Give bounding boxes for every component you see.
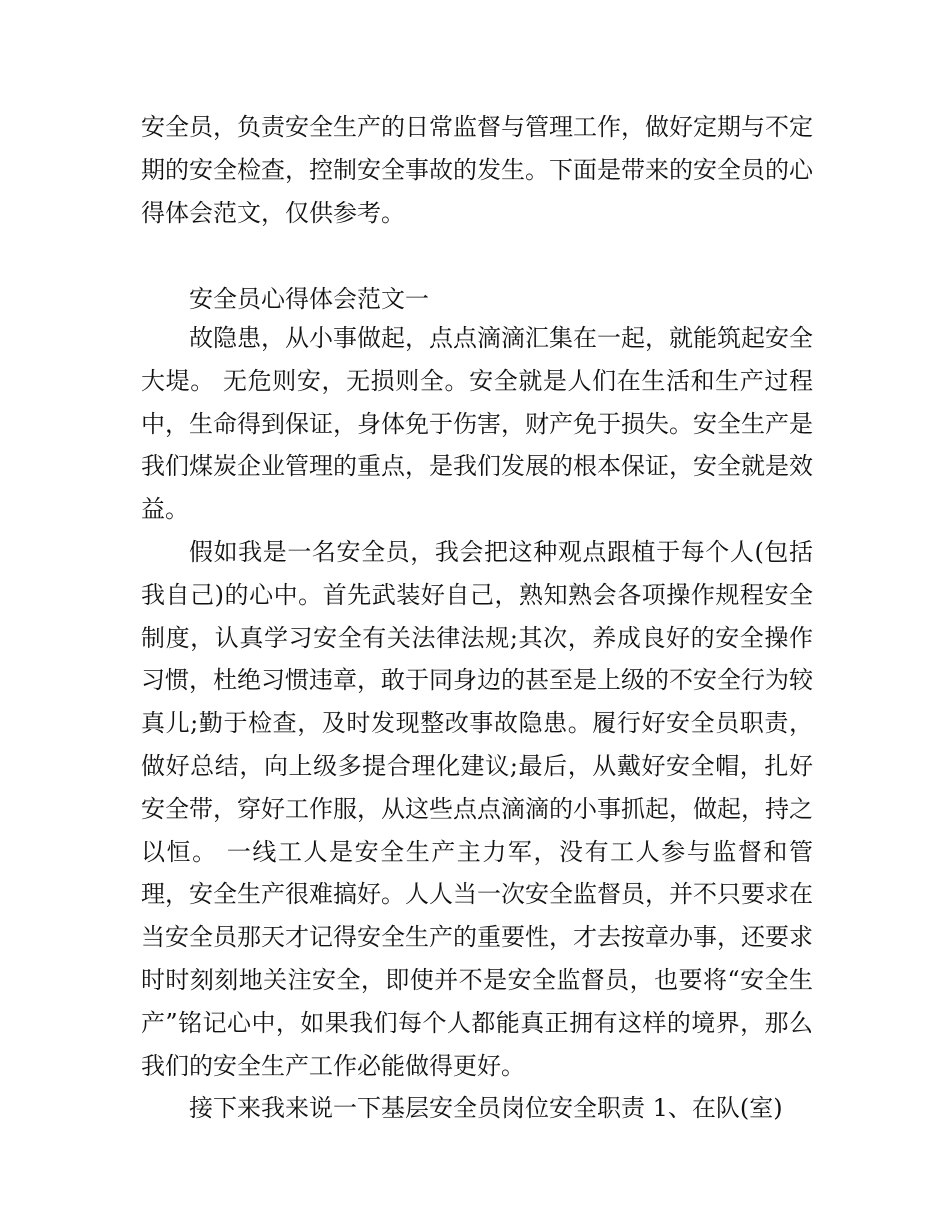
body-paragraph: 接下来我来说一下基层安全员岗位安全职责 1、在队(室)	[189, 1094, 783, 1123]
body-text	[141, 317, 813, 1130]
body-paragraph: 故隐患，从小事做起，点点滴滴汇集在一起，就能筑起安全大堤。 无危则安，无损则全。安全就是人们在生活和生产过程中，生命得到保证，身体免于伤害，财产免于损失。安全生产是我们煤炭企业管理的重点，是我们发展的根本保证，安全就是效益。	[141, 324, 813, 524]
section-title: 安全员心得体会范文一	[189, 285, 429, 313]
intro-paragraph: 安全员，负责安全生产的日常监督与管理工作，做好定期与不定期的安全检查，控制安全事故的发生。下面是带来的安全员的心得体会范文，仅供参考。	[141, 113, 813, 227]
body-paragraph: 假如我是一名安全员，我会把这种观点跟植于每个人(包括我自己)的心中。首先武装好自己，熟知熟会各项操作规程安全制度，认真学习安全有关法律法规;其次，养成良好的安全操作习惯，杜绝习惯违章，敢于同身边的甚至是上级的不安全行为较真儿;勤于检查，及时发现整改事故隐患。履行好安全员职责，做好总结，向上级多提合理化建议;最后，从戴好安全帽，扎好安全带，穿好工作服，从这些点点滴滴的小事抓起，做起，持之以恒。 一线工人是安全生产主力军，没有工人参与监督和管理，安全生产很难搞好。人人当一次安全监督员，并不只要求在当安全员那天才记得安全生产的重要性，才去按章办事，还要求时时刻刻地关注安全，即使并不是安全监督员，也要将“安全生产”铭记心中，如果我们每个人都能真正拥有这样的境界，那么我们的安全生产工作必能做得更好。	[141, 537, 813, 1080]
